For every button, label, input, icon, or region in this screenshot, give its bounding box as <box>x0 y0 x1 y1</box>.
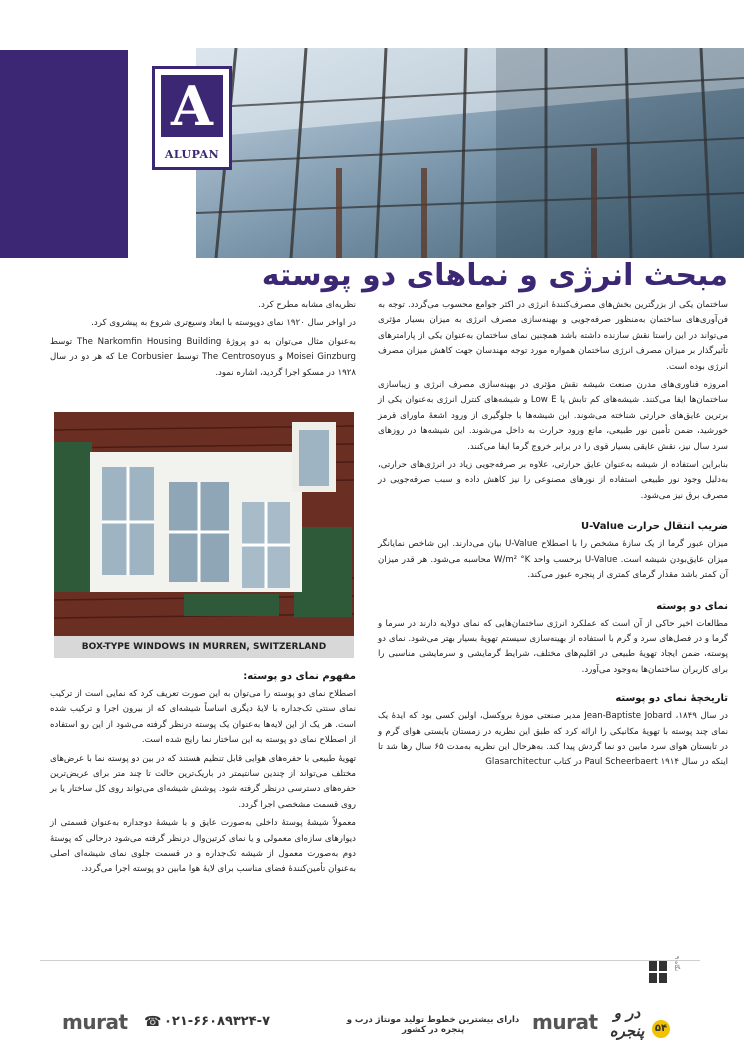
issue-label: نگاه ۹ <box>673 956 680 972</box>
paragraph: میزان عبور گرما از یک سازهٔ مشخص را با اصطلاح U-Value بیان می‌دارند. این شاخص نمایانگر میزان عایق‌بودن شیشه است. U-Value برحسب واحد W/m² °K محاسبه می‌شود. هر قدر میزان آن کمتر باشد مقدار گرمای کمتری از پنجره عبور می‌کند. <box>378 539 729 581</box>
paragraph: بنابراین استفاده از شیشه به‌عنوان عایق حرارتی، علاوه بر صرفه‌جویی زیاد در انرژی‌های حرارتی، به‌دلیل وجود نور طبیعی استفاده از نورهای مصنوعی را نیز کاهش داده و سبب صرفه‌جویی در مصرف برق نیز می‌شود. <box>378 460 728 501</box>
footer-divider <box>40 960 700 961</box>
paragraph: معمولاً شیشهٔ پوستهٔ داخلی به‌صورت عایق و با شیشهٔ دوجداره به‌عنوان قسمتی از دیوارهای سازه‌ای معمولی و یا نمای کرتین‌وال درنظر گرفته می‌شود درحالی که پوستهٔ دوم به‌صورت معمول از شیشه تک‌جداره و در قسمت جلوی نمای شیشه‌ای اصلی به‌عنوان تأمین‌کنندهٔ فضای مناسب برای لایهٔ هوا مابین دو پوسته اجرا می‌گردد. <box>50 818 356 875</box>
purple-color-block <box>0 50 128 258</box>
left-top-column <box>50 298 356 384</box>
logo-mark <box>161 75 223 137</box>
paragraph: مطالعات اخیر حاکی از آن است که عملکرد انرژی ساختمان‌هایی که نمای دولایه دارند در سرما و گرما و در فصل‌های سرد و گرم با استفاده از بهینه‌سازی سیستم تهویهٔ بسیار بهتر می‌شود. نمای دو پوسته، ضمن ایجاد تهویهٔ طبیعی در اقلیم‌های مختلف، شرایط گرمایشی و سرمایشی مناسبی را برای کاربران ساختمان‌ها به‌وجود می‌آورد. <box>378 618 728 675</box>
photo-caption: BOX-TYPE WINDOWS IN MURREN, SWITZERLAND <box>54 636 354 658</box>
murat-logo-right: murat <box>532 1010 598 1034</box>
paragraph: ساختمان یکی از بزرگترین بخش‌های مصرف‌کنندهٔ انرژی در اکثر جوامع محسوب می‌گردد. توجه به فن‌آوری‌های ساختمان به‌منظور صرفه‌جویی و بهینه‌سازی مصرف انرژی به میزان بسیار مؤثری می‌تواند در این راستا نقش سازنده داشته باشد همچنین نمای ساختمان به‌عنوان یکی از پارامترهای تأثیرگذار بر میزان مصرف انرژی ساختمان همواره مورد توجه مهندسان جهت کاهش میزان مصرف انرژی بوده است. <box>378 300 728 372</box>
page-number-badge: ۵۴ <box>652 1020 670 1038</box>
section-heading-concept: مفهوم نمای دو پوسته: <box>243 671 356 682</box>
paragraph: در سال ۱۸۴۹، Jean-Baptiste Jobard مدیر صنعتی موزهٔ بروکسل، اولین کسی بود که ایدهٔ یک نمای چند پوسته با تهویهٔ مکانیکی را ارائه کرد که طبق این نظریه در زمستان بایستی هوای گرم و در تابستان هوای سرد مابین دو نما گردش پیدا کند. به‌هرحال این نظریه به‌مدت ۶۵ سال رها شد تا اینکه در سال ۱۹۱۴ Paul Scheerbaert در کتاب Glasarchitectur <box>378 711 728 768</box>
section-heading-double-skin: نمای دو پوسته <box>656 600 728 612</box>
paragraph: به‌عنوان مثال می‌توان به دو پروژهٔ The Narkomfin Housing Building توسط Moisei Ginzburg و The Centrosoyus توسط Le Corbusier که هر دو در سال ۱۹۲۸ در مسکو اجرا گردید، اشاره نمود. <box>50 336 357 378</box>
box-type-windows-photo <box>54 412 354 636</box>
paragraph: اصطلاح نمای دو پوسته را می‌توان به این صورت تعریف کرد که نمایی است از ترکیب نمای سنتی تک‌جداره با لایهٔ دیگری اساساً شیشه‌ای که از بیرون اجرا و ترکیب شده است. هر یک از این لایه‌ها به‌عنوان یک پوسته درنظر گرفته می‌شود از این رو استفاده از اصطلاح نمای دو پوسته به این ساختار نما رایج شده است. <box>50 689 356 746</box>
left-bottom-column <box>50 668 356 881</box>
page-footer <box>40 956 704 1040</box>
phone-number: ۰۲۱-۶۶۰۸۹۳۲۴-۷ <box>164 1014 271 1029</box>
murat-logo-left: murat <box>62 1010 128 1034</box>
paragraph: نظریه‌ای مشابه مطرح کرد. <box>258 300 356 310</box>
hero-glass-facade-image <box>196 48 744 258</box>
alupan-logo <box>152 66 232 170</box>
logo-letter: A <box>171 74 213 138</box>
paragraph: تهویهٔ طبیعی با حفره‌های هوایی قابل تنظیم هستند که در بین دو پوسته نما با عرض‌های مختلف می‌تواند از چندین سانتیمتر در باریک‌ترین حالت تا چند متر برای عریض‌ترین حفره‌های دسترسی درنظر گرفته شود. پوشش شیشه‌ای می‌تواند روی کل ساختار یا بر روی قسمت مشخصی اجرا گردد. <box>50 753 356 810</box>
logo-word: ALUPAN <box>164 148 220 161</box>
magazine-brand: در و پنجره <box>609 1004 645 1040</box>
article-title: مبحث انرژی و نماهای دو پوسته <box>261 258 728 293</box>
paragraph: در اواخر سال ۱۹۲۰ نمای دوپوسته با ابعاد وسیع‌تری شروع به پیشروی کرد. <box>91 318 356 329</box>
section-heading-uvalue: ضریب انتقال حرارت U-Value <box>580 521 728 533</box>
footer-slogan: دارای بیشترین خطوط تولید مونتاژ درب و پنجره در کشور <box>346 1015 520 1035</box>
paragraph: امروزه فناوری‌های مدرن صنعت شیشه نقش مؤثری در بهینه‌سازی مصرف انرژی و زیباسازی ساختمان‌ها ایفا می‌کنند. شیشه‌های کم تابش یا Low E و شیشه‌های کنترل انرژی به‌عنوان یکی از برترین عایق‌های حرارتی شناخته می‌شوند. این شیشه‌ها با جلوگیری از ورود اشعهٔ ماورای قرمز خورشید، ضمن تأمین نور طبیعی، مانع ورود حرارت به داخل می‌شوند. این شیشه‌ها در روزهای سرد سال نیز، نقش عایقی بسیار قوی را در برابر خروج گرما ایفا می‌کنند. <box>378 380 728 452</box>
right-column <box>378 298 728 774</box>
magazine-grid-icon <box>648 960 668 984</box>
phone-icon: ☎ <box>144 1014 162 1030</box>
section-heading-history: تاریخچهٔ نمای دو پوسته <box>615 693 728 705</box>
